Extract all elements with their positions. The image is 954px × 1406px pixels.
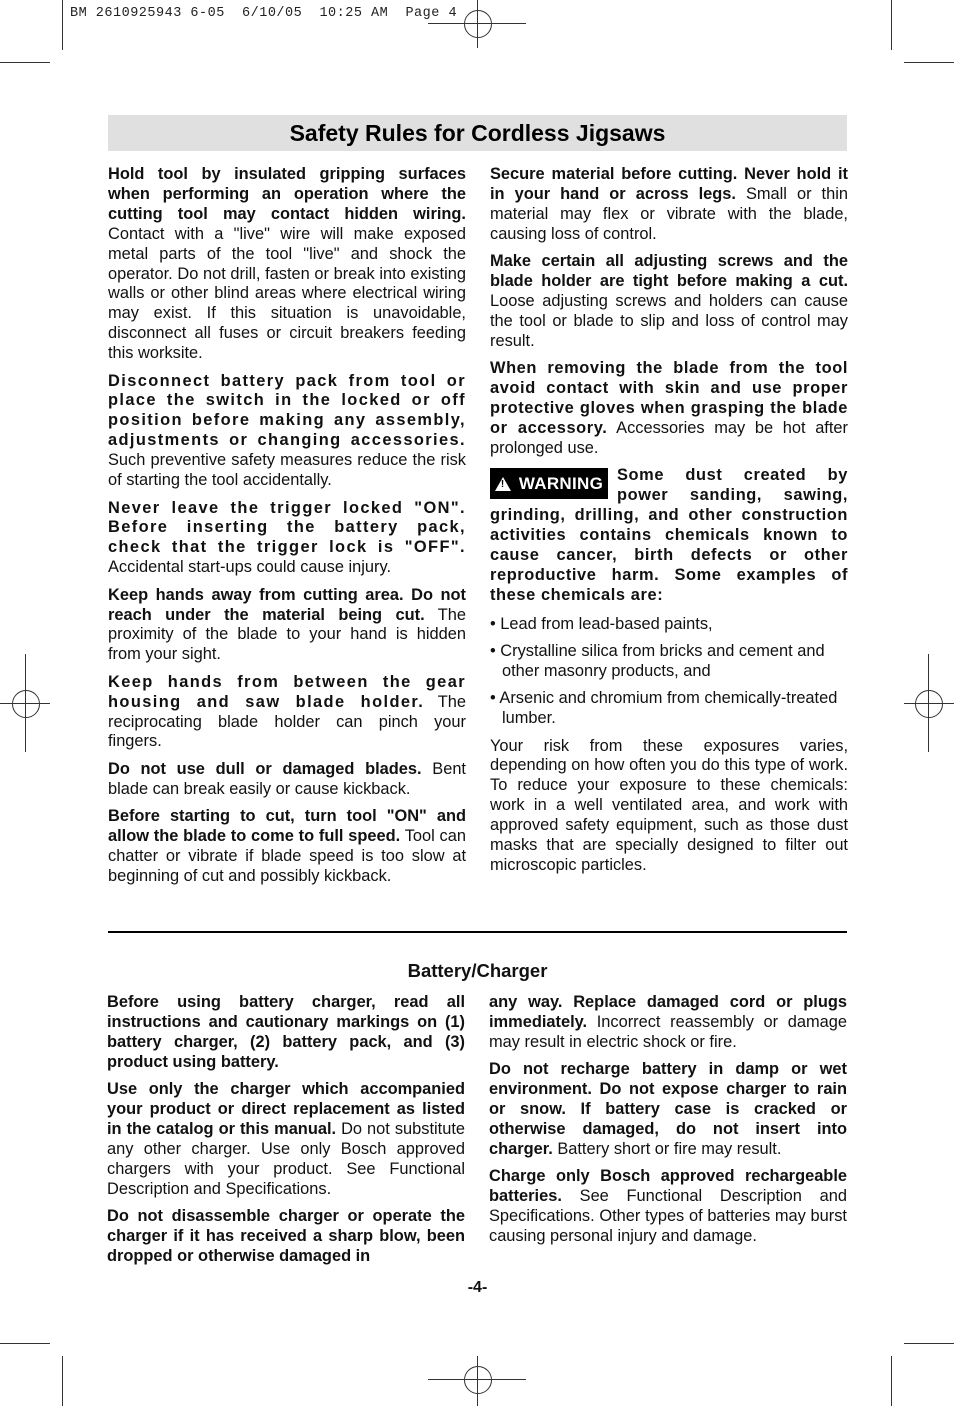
safety-rule: Make certain all adjusting screws and the blade holder are tight before making a cut. Loose adjusting screws and holders can cause the tool or blade to slip and loss of control may result. [490, 252, 848, 350]
registration-line [477, 0, 478, 48]
warning-block [490, 466, 848, 605]
warning-triangle-icon: ! [495, 477, 511, 491]
battery-right-column [489, 993, 847, 1254]
registration-mark [464, 10, 492, 38]
safety-rule: any way. Replace damaged cord or plugs immediately. Incorrect reassembly or damage may result in electric shock or fire. [489, 993, 847, 1051]
left-column [108, 165, 466, 894]
registration-line [904, 703, 954, 704]
registration-mark [464, 1366, 492, 1394]
battery-heading: Battery/Charger [407, 960, 548, 981]
safety-rule: Do not recharge battery in damp or wet environment. Do not expose charger to rain or snow. If battery case is cracked or otherwise damaged, do not insert into charger. Battery short or fire may result. [489, 1060, 847, 1158]
registration-line [428, 23, 526, 24]
right-column [490, 165, 848, 883]
crop-mark [891, 0, 892, 50]
crop-mark [62, 0, 63, 50]
crop-mark [904, 62, 954, 63]
crop-mark [0, 1343, 50, 1344]
registration-line [0, 703, 50, 704]
warning-label: WARNING [518, 473, 604, 493]
crop-mark [0, 62, 50, 63]
safety-rule: Charge only Bosch approved rechargeable batteries. See Functional Description and Specifications. Other types of batteries may burst causing personal injury and damage. [489, 1167, 847, 1245]
warning-badge [490, 468, 608, 499]
safety-rule: Do not use dull or damaged blades. Bent blade can break easily or cause kickback. [108, 759, 466, 798]
registration-line [477, 1356, 478, 1406]
safety-rule: Use only the charger which accompanied your product or direct replacement as listed in the catalog or this manual. Do not substitute any other charger. Use only Bosch approved chargers with your product. See Functional Description and Specifications. [107, 1080, 465, 1198]
warning-text: Some dust created by power sanding, sawing, grinding, drilling, and other construction activities contains chemicals known to cause cancer, birth defects or other reproductive harm. Some examples of these chemicals are: [490, 466, 848, 604]
risk-paragraph: Your risk from these exposures varies, depending on how often you do this type of work. To reduce your exposure to these chemicals: work in a well ventilated area, and work with approved safety equipment, such as those dust masks that are specially designed to filter out microscopic particles. [490, 736, 848, 874]
title-bar [108, 115, 847, 151]
list-item: • Lead from lead-based paints, [490, 614, 713, 633]
section-divider [108, 931, 847, 933]
list-item: • Crystalline silica from bricks and cement and other masonry products, and [490, 641, 825, 680]
safety-rule: Keep hands away from cutting area. Do not reach under the material being cut. The proximity of the blade to your hand is hidden from your sight. [108, 585, 466, 664]
safety-rule: Never leave the trigger locked "ON". Before inserting the battery pack, check that the trigger lock is "OFF". Accidental start-ups could cause injury. [108, 498, 466, 577]
safety-rule: Secure material before cutting. Never hold it in your hand or across legs. Small or thin material may flex or vibrate with the blade, causing loss of control. [490, 165, 848, 243]
safety-rule: Hold tool by insulated gripping surfaces when performing an operation where the cutting tool may contact hidden wiring. Contact with a "live" wire will make exposed metal parts of the tool "live" and shock the operator. Do not drill, fasten or break into existing walls or other blind areas where electrical wiring may exist. If this situation is unavoidable, disconnect all fuses or circuit breakers feeding this worksite. [108, 165, 466, 363]
printer-slug: BM 2610925943 6-05 6/10/05 10:25 AM Page 4 [70, 6, 458, 21]
registration-line [428, 1379, 526, 1380]
registration-mark [12, 690, 40, 718]
crop-mark [904, 1343, 954, 1344]
registration-mark [915, 690, 943, 718]
battery-left-column [107, 993, 465, 1274]
safety-rule: Before using battery charger, read all instructions and cautionary markings on (1) battery charger, (2) battery pack, and (3) product using battery. [107, 993, 465, 1071]
page-title: Safety Rules for Cordless Jigsaws [289, 120, 666, 146]
safety-rule: Do not disassemble charger or operate the charger if it has received a sharp blow, been dropped or otherwise damaged in [107, 1207, 465, 1265]
list-item: • Arsenic and chromium from chemically-treated lumber. [490, 689, 838, 728]
safety-rule: When removing the blade from the tool avoid contact with skin and use proper protective gloves when grasping the blade or accessory. Accessories may be hot after prolonged use. [490, 359, 848, 457]
page-number: -4- [467, 1279, 488, 1296]
crop-mark [891, 1356, 892, 1406]
safety-rule: Before starting to cut, turn tool "ON" and allow the blade to come to full speed. Tool can chatter or vibrate if blade speed is too slow at beginning of cut and possibly kickback. [108, 807, 466, 885]
safety-rule: Disconnect battery pack from tool or place the switch in the locked or off position before making any assembly, adjustments or changing accessories. Such preventive safety measures reduce the risk of starting the tool accidentally. [108, 371, 466, 490]
crop-mark [62, 1356, 63, 1406]
safety-rule: Keep hands from between the gear housing and saw blade holder. The reciprocating blade holder can pinch your fingers. [108, 672, 466, 751]
